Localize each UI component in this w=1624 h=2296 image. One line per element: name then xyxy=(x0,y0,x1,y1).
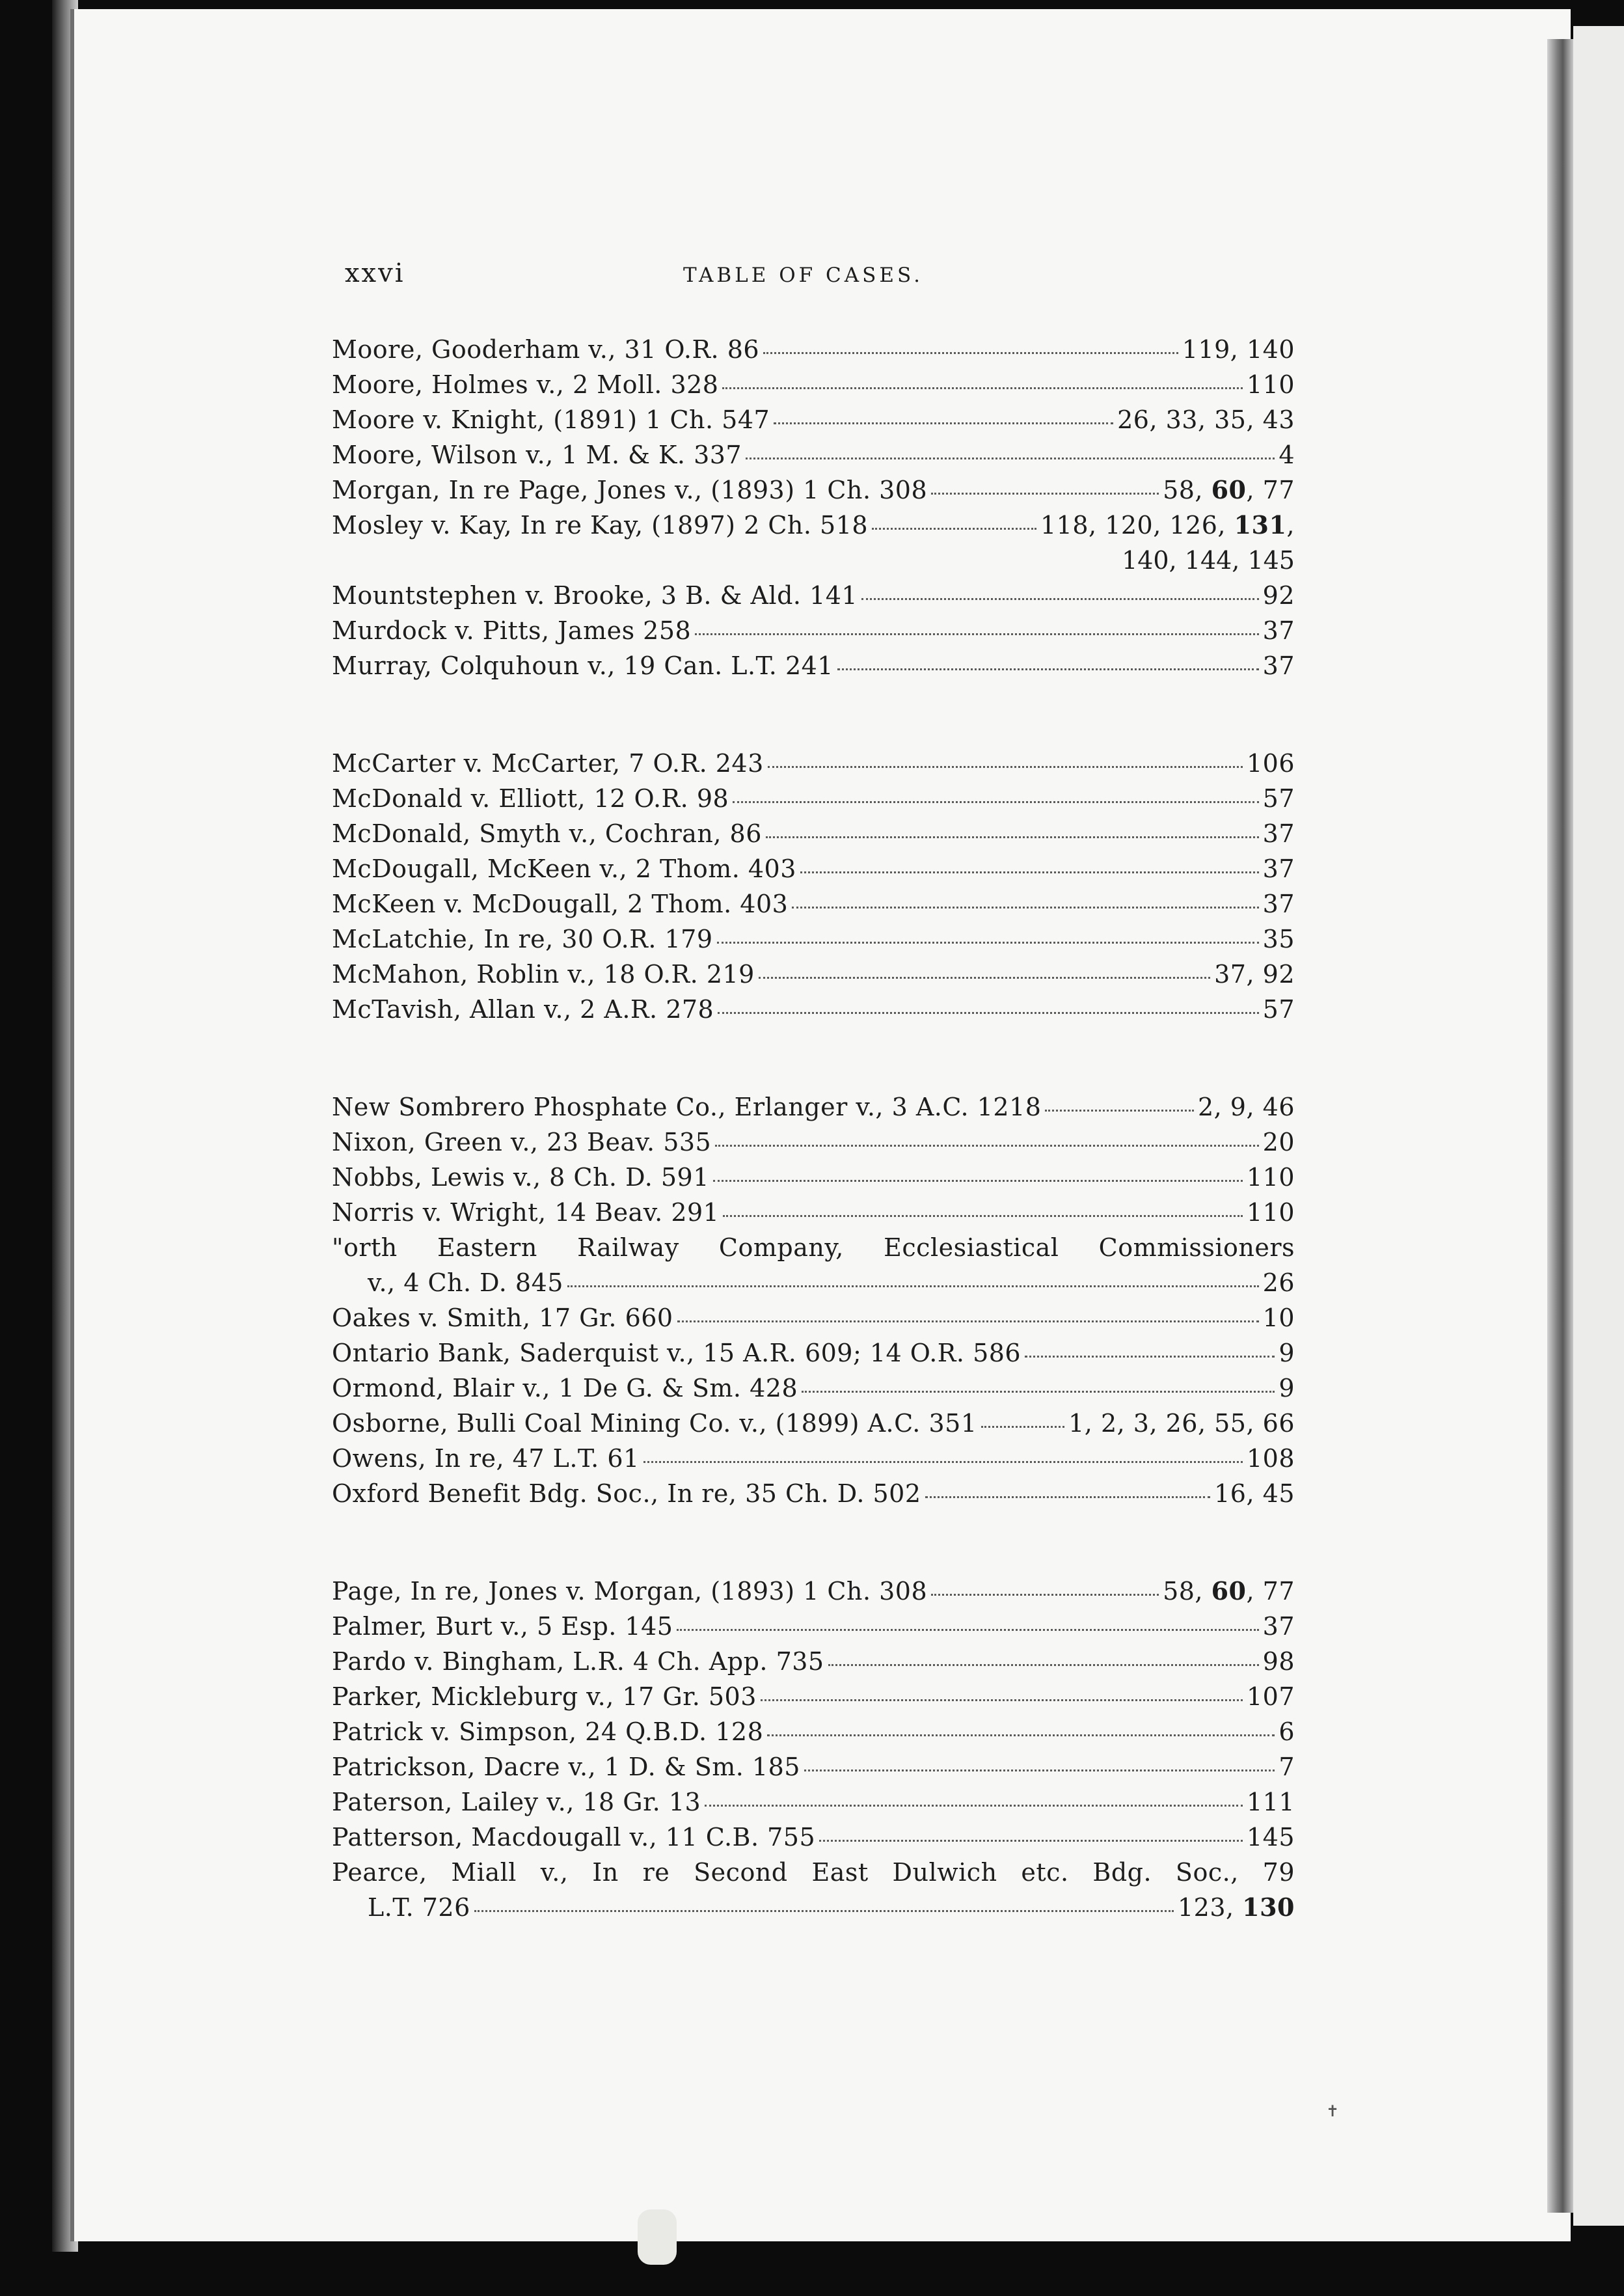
case-entry xyxy=(332,1784,1295,1820)
case-name: New Sombrero Phosphate Co., Erlanger v., 3 A.C. 1218 xyxy=(332,1093,1042,1121)
case-pages: 57 xyxy=(1262,995,1295,1024)
case-name: Norris v. Wright, 14 Beav. 291 xyxy=(332,1198,720,1227)
paper-tear-mark xyxy=(638,2209,677,2265)
case-entry-first-line: Pearce, Miall v., In re Second East Dulwich etc. Bdg. Soc., 79 xyxy=(332,1858,1295,1887)
dot-leader xyxy=(474,1910,1174,1912)
case-entry xyxy=(332,886,1295,922)
case-entry xyxy=(332,781,1295,816)
case-entry xyxy=(332,648,1295,683)
dot-leader xyxy=(761,1699,1243,1701)
case-entry xyxy=(332,1195,1295,1230)
case-pages: 37 xyxy=(1262,1612,1295,1641)
dot-leader xyxy=(723,1215,1243,1217)
dot-leader xyxy=(931,493,1159,495)
case-name: McMahon, Roblin v., 18 O.R. 219 xyxy=(332,960,755,989)
case-entry xyxy=(332,816,1295,851)
case-entry xyxy=(332,1749,1295,1784)
case-entry xyxy=(332,1335,1295,1371)
case-name: Paterson, Lailey v., 18 Gr. 13 xyxy=(332,1788,701,1816)
case-pages: 6 xyxy=(1279,1717,1295,1746)
page-ref: 123, xyxy=(1177,1893,1243,1922)
case-name: v., 4 Ch. D. 845 xyxy=(368,1268,563,1297)
case-entry xyxy=(332,1714,1295,1749)
case-entry xyxy=(332,437,1295,472)
case-name: Ormond, Blair v., 1 De G. & Sm. 428 xyxy=(332,1374,798,1402)
case-pages: 7 xyxy=(1279,1753,1295,1781)
dot-leader xyxy=(766,836,1259,838)
case-entry xyxy=(332,332,1295,367)
case-pages: 37 xyxy=(1262,616,1295,645)
case-section xyxy=(332,1574,1295,1925)
case-pages-continued: 140, 144, 145 xyxy=(1122,546,1295,575)
case-entry xyxy=(332,1406,1295,1441)
dot-leader xyxy=(763,352,1178,354)
page-ref: , 77 xyxy=(1246,476,1295,504)
case-name: Oakes v. Smith, 17 Gr. 660 xyxy=(332,1304,673,1332)
case-pages: 108 xyxy=(1246,1444,1295,1473)
dot-leader xyxy=(767,1734,1275,1736)
dot-leader xyxy=(677,1320,1259,1322)
case-entry xyxy=(332,1300,1295,1335)
case-entry xyxy=(332,1476,1295,1511)
case-sections xyxy=(332,332,1295,1925)
case-pages: 106 xyxy=(1246,749,1295,778)
case-entry xyxy=(332,1820,1295,1855)
case-name: McKeen v. McDougall, 2 Thom. 403 xyxy=(332,890,789,918)
dot-leader xyxy=(774,422,1113,424)
case-entry xyxy=(332,1160,1295,1195)
case-pages: 26 xyxy=(1262,1268,1295,1297)
case-name: Morgan, In re Page, Jones v., (1893) 1 Ch. 308 xyxy=(332,476,928,504)
stray-mark: ✝ xyxy=(1326,2102,1340,2120)
case-name: Mountstephen v. Brooke, 3 B. & Ald. 141 xyxy=(332,581,858,610)
case-entry xyxy=(332,613,1295,648)
dot-leader xyxy=(768,766,1243,768)
dot-leader xyxy=(677,1629,1258,1631)
case-section xyxy=(332,332,1295,683)
page-ref: , 77 xyxy=(1246,1577,1295,1606)
case-pages: 37 xyxy=(1262,854,1295,883)
principal-page-ref: 60 xyxy=(1211,475,1247,504)
case-name: McLatchie, In re, 30 O.R. 179 xyxy=(332,925,713,953)
case-pages: 145 xyxy=(1246,1823,1295,1852)
case-name: McDonald v. Elliott, 12 O.R. 98 xyxy=(332,784,729,813)
case-entry xyxy=(332,1679,1295,1714)
case-pages: 10 xyxy=(1262,1304,1295,1332)
case-pages: 107 xyxy=(1246,1682,1295,1711)
dot-leader xyxy=(925,1496,1211,1498)
case-pages: 35 xyxy=(1262,925,1295,953)
page-title: TABLE OF CASES. xyxy=(683,264,923,287)
case-name: Moore, Gooderham v., 31 O.R. 86 xyxy=(332,335,760,364)
case-name: Moore, Holmes v., 2 Moll. 328 xyxy=(332,370,719,399)
case-entry xyxy=(332,472,1295,508)
case-name: Patterson, Macdougall v., 11 C.B. 755 xyxy=(332,1823,816,1852)
dot-leader xyxy=(804,1770,1275,1771)
case-entry xyxy=(332,1089,1295,1125)
case-pages xyxy=(1040,508,1295,543)
case-name: L.T. 726 xyxy=(368,1893,470,1922)
dot-leader xyxy=(643,1461,1243,1463)
case-name: McDougall, McKeen v., 2 Thom. 403 xyxy=(332,854,796,883)
case-name: Oxford Benefit Bdg. Soc., In re, 35 Ch. D. 502 xyxy=(332,1479,921,1508)
page-ref: 58, xyxy=(1163,476,1211,504)
case-pages: 110 xyxy=(1246,1163,1295,1192)
case-pages: 26, 33, 35, 43 xyxy=(1117,405,1295,434)
dot-leader xyxy=(713,1180,1243,1182)
case-name: McTavish, Allan v., 2 A.R. 278 xyxy=(332,995,714,1024)
case-name: Palmer, Burt v., 5 Esp. 145 xyxy=(332,1612,673,1641)
dot-leader xyxy=(722,387,1242,389)
case-entry xyxy=(332,992,1295,1027)
case-section xyxy=(332,746,1295,1027)
table-of-cases xyxy=(332,257,1295,1988)
case-entry xyxy=(332,1890,1295,1925)
case-pages: 20 xyxy=(1262,1128,1295,1156)
case-entry xyxy=(332,508,1295,543)
dot-leader xyxy=(1025,1356,1275,1358)
dot-leader xyxy=(567,1285,1259,1287)
case-pages xyxy=(1163,472,1295,508)
case-pages: 98 xyxy=(1262,1647,1295,1676)
case-entry xyxy=(332,957,1295,992)
facing-page-edge xyxy=(1573,26,1624,2226)
page-edge-strip xyxy=(1547,39,1573,2213)
case-pages xyxy=(1163,1574,1295,1609)
dot-leader xyxy=(733,801,1258,803)
case-name: McDonald, Smyth v., Cochran, 86 xyxy=(332,819,762,848)
case-entry xyxy=(332,367,1295,402)
case-entry xyxy=(332,851,1295,886)
dot-leader xyxy=(861,598,1259,600)
case-name: Nobbs, Lewis v., 8 Ch. D. 591 xyxy=(332,1163,709,1192)
case-entry xyxy=(332,578,1295,613)
case-name: Osborne, Bulli Coal Mining Co. v., (1899) A.C. 351 xyxy=(332,1409,977,1438)
case-name: Ontario Bank, Saderquist v., 15 A.R. 609; 14 O.R. 586 xyxy=(332,1339,1022,1367)
case-entry xyxy=(332,1125,1295,1160)
dot-leader xyxy=(837,668,1259,670)
dot-leader xyxy=(800,871,1259,873)
case-pages: 57 xyxy=(1262,784,1295,813)
dot-leader xyxy=(872,528,1036,530)
case-pages: 1, 2, 3, 26, 55, 66 xyxy=(1068,1409,1295,1438)
dot-leader xyxy=(802,1391,1275,1393)
case-entry xyxy=(332,1644,1295,1679)
case-name: Page, In re, Jones v. Morgan, (1893) 1 Ch. 308 xyxy=(332,1577,928,1606)
case-entry xyxy=(332,402,1295,437)
case-entry xyxy=(332,1609,1295,1644)
case-section xyxy=(332,1089,1295,1511)
case-pages: 37 xyxy=(1262,890,1295,918)
case-name: Pardo v. Bingham, L.R. 4 Ch. App. 735 xyxy=(332,1647,824,1676)
dot-leader xyxy=(715,1145,1258,1147)
page-ref: 58, xyxy=(1163,1577,1211,1606)
case-entry xyxy=(332,1265,1295,1300)
case-pages: 37, 92 xyxy=(1214,960,1295,989)
case-name: McCarter v. McCarter, 7 O.R. 243 xyxy=(332,749,764,778)
case-pages: 9 xyxy=(1279,1374,1295,1402)
case-pages: 92 xyxy=(1262,581,1295,610)
case-pages: 110 xyxy=(1246,1198,1295,1227)
case-entry xyxy=(332,746,1295,781)
case-pages: 119, 140 xyxy=(1182,335,1295,364)
case-pages: 110 xyxy=(1246,370,1295,399)
dot-leader xyxy=(792,907,1258,909)
principal-page-ref: 60 xyxy=(1211,1576,1247,1606)
case-pages: 111 xyxy=(1246,1788,1295,1816)
dot-leader xyxy=(828,1664,1259,1666)
principal-page-ref: 131 xyxy=(1234,510,1287,540)
case-name: Moore, Wilson v., 1 M. & K. 337 xyxy=(332,441,742,469)
principal-page-ref: 130 xyxy=(1242,1893,1295,1922)
dot-leader xyxy=(759,977,1210,979)
page-ref: 118, 120, 126, xyxy=(1040,511,1234,540)
dot-leader xyxy=(718,1012,1258,1014)
case-pages: 37 xyxy=(1262,651,1295,680)
case-pages xyxy=(1178,1890,1295,1925)
dot-leader xyxy=(705,1805,1243,1807)
case-name: Parker, Mickleburg v., 17 Gr. 503 xyxy=(332,1682,757,1711)
page-number: xxvi xyxy=(345,258,405,288)
dot-leader xyxy=(1045,1110,1194,1112)
page-ref: , xyxy=(1286,511,1295,540)
case-entry-first-line: "orth Eastern Railway Company, Ecclesiastical Commissioners xyxy=(332,1233,1295,1262)
case-name: Murray, Colquhoun v., 19 Can. L.T. 241 xyxy=(332,651,833,680)
case-entry xyxy=(332,1371,1295,1406)
case-entry xyxy=(332,922,1295,957)
dot-leader xyxy=(695,633,1258,635)
case-pages: 16, 45 xyxy=(1214,1479,1295,1508)
running-head xyxy=(332,257,1295,303)
case-pages: 37 xyxy=(1262,819,1295,848)
dot-leader xyxy=(981,1426,1065,1428)
dot-leader xyxy=(717,942,1259,944)
case-name: Mosley v. Kay, In re Kay, (1897) 2 Ch. 518 xyxy=(332,511,869,540)
dot-leader xyxy=(931,1594,1159,1596)
case-name: Moore v. Knight, (1891) 1 Ch. 547 xyxy=(332,405,770,434)
dot-leader xyxy=(819,1840,1243,1842)
case-pages: 2, 9, 46 xyxy=(1197,1093,1295,1121)
case-entry xyxy=(332,1441,1295,1476)
case-entry xyxy=(332,1574,1295,1609)
dot-leader xyxy=(746,458,1275,459)
case-pages: 9 xyxy=(1279,1339,1295,1367)
case-pages: 4 xyxy=(1279,441,1295,469)
case-name: Nixon, Green v., 23 Beav. 535 xyxy=(332,1128,712,1156)
case-name: Murdock v. Pitts, James 258 xyxy=(332,616,692,645)
case-name: Owens, In re, 47 L.T. 61 xyxy=(332,1444,640,1473)
case-name: Patrickson, Dacre v., 1 D. & Sm. 185 xyxy=(332,1753,800,1781)
case-name: Patrick v. Simpson, 24 Q.B.D. 128 xyxy=(332,1717,764,1746)
